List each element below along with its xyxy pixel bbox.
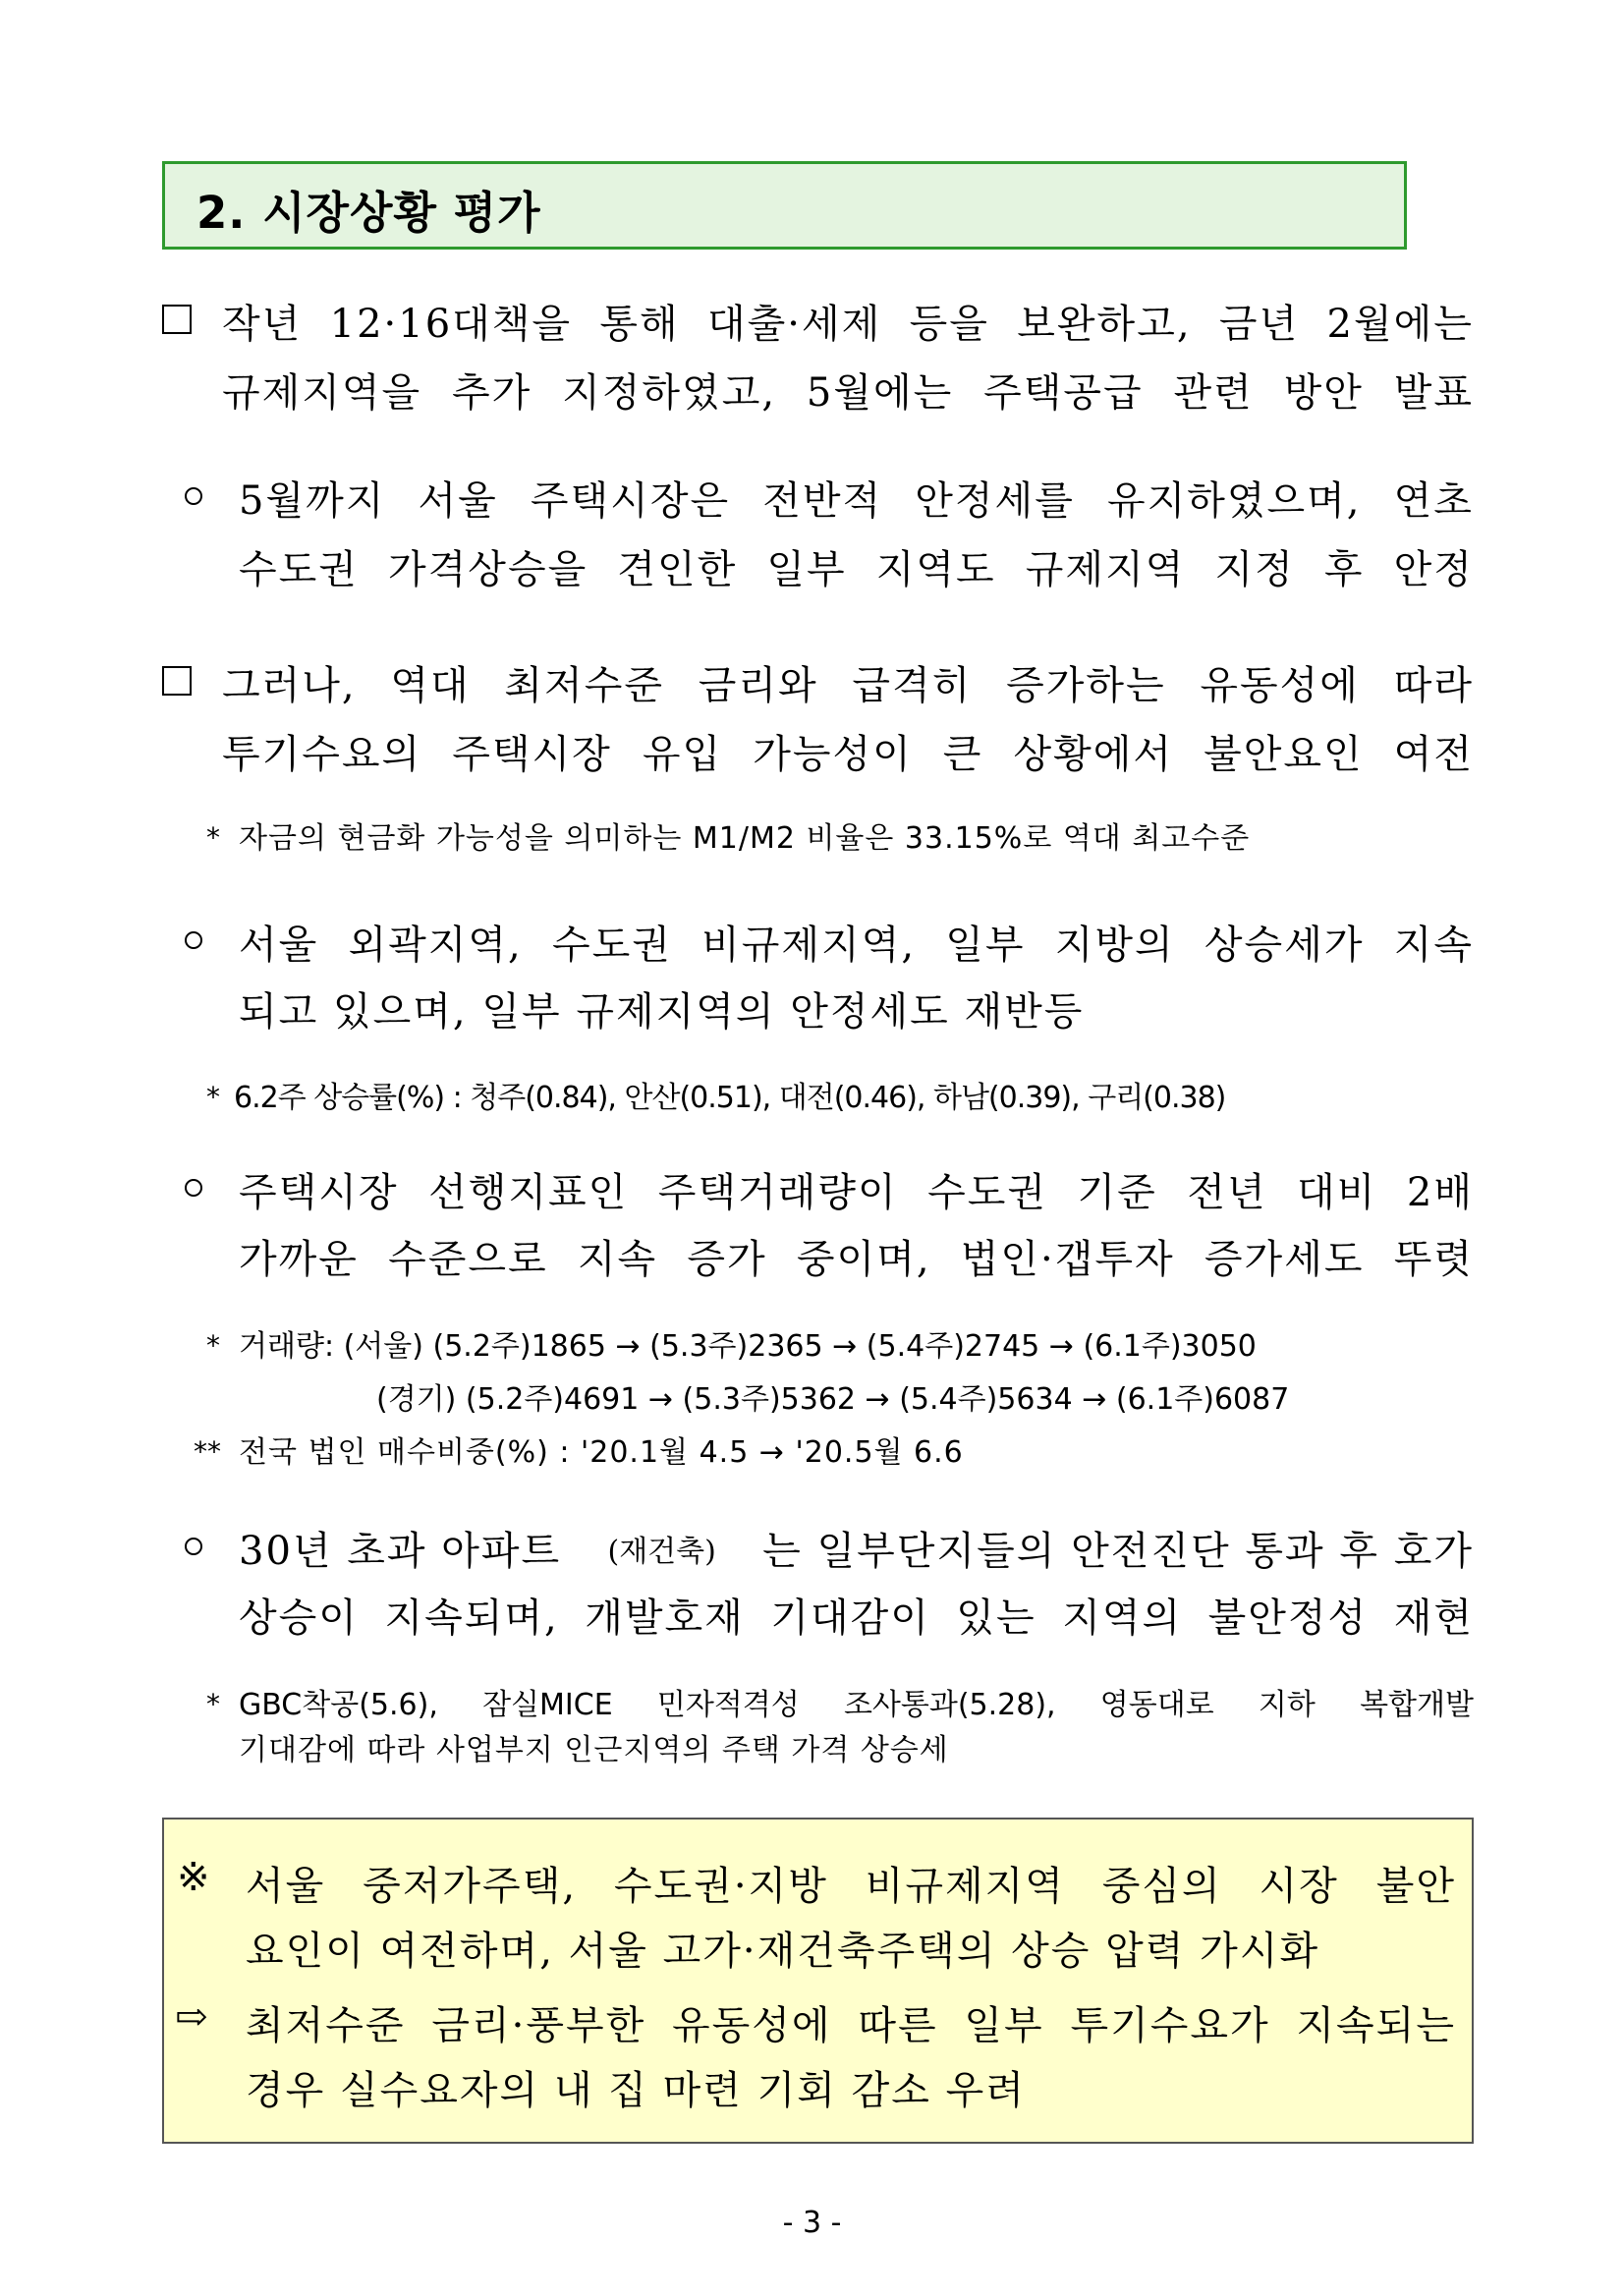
note3-line2: (경기) (5.2주)4691 → (5.3주)5362 → (5.4주)5634 → (6.1주)6087 <box>376 1382 1290 1417</box>
note-asterisk: * <box>206 821 220 854</box>
circle2-line2: 되고 있으며, 일부 규제지역의 안정세도 재반등 <box>239 989 1085 1035</box>
circle-bullet-icon <box>185 487 202 505</box>
circle-bullet-icon <box>185 1538 202 1555</box>
block2-line2: 투기수요의 주택시장 유입 가능성이 큰 상황에서 불안요인 여전 <box>222 732 1474 777</box>
circle4-line1-part-b: (재건축) <box>607 1535 716 1569</box>
circle4-line1 <box>239 1520 1474 1576</box>
block2-line1: 그러나, 역대 최저수준 금리와 급격히 증가하는 유동성에 따라 <box>222 663 1474 708</box>
conclusion-line2: 요인이 여전하며, 서울 고가·재건축주택의 상승 압력 가시화 <box>246 1929 1320 1974</box>
note-asterisk: * <box>206 1329 220 1362</box>
circle4-line2: 상승이 지속되며, 개발호재 기대감이 있는 지역의 불안정성 재현 <box>239 1596 1474 1641</box>
note1-text: 자금의 현금화 가능성을 의미하는 M1/M2 비율은 33.15%로 역대 최고수준 <box>239 821 1251 856</box>
block1-line1: 작년 12·16대책을 통해 대출·세제 등을 보완하고, 금년 2월에는 <box>222 302 1474 347</box>
note5-line1: GBC착공(5.6), 잠실MICE 민자적격성 조사통과(5.28), 영동대로 지하 복합개발 <box>239 1688 1474 1722</box>
note3-line1: 거래량: (서울) (5.2주)1865 → (5.3주)2365 → (5.4주)2745 → (6.1주)3050 <box>239 1329 1257 1364</box>
section-title: 2. 시장상황 평가 <box>196 187 541 239</box>
circle1-line1: 5월까지 서울 주택시장은 전반적 안정세를 유지하였으며, 연초 <box>239 478 1474 524</box>
conclusion-line1: 서울 중저가주택, 수도권·지방 비규제지역 중심의 시장 불안 <box>246 1864 1456 1909</box>
circle1-line2: 수도권 가격상승을 견인한 일부 지역도 규제지역 지정 후 안정 <box>239 547 1474 592</box>
circle-bullet-icon <box>185 1179 202 1197</box>
note5-line2: 기대감에 따라 사업부지 인근지역의 주택 가격 상승세 <box>239 1733 949 1767</box>
conclusion-line4: 경우 실수요자의 내 집 마련 기회 감소 우려 <box>246 2068 1026 2113</box>
arrow-right-icon: ⇨ <box>175 1994 210 2040</box>
note2-text: 6.2주 상승률(%) : 청주(0.84), 안산(0.51), 대전(0.46), 하남(0.39), 구리(0.38) <box>234 1081 1226 1115</box>
circle2-line1: 서울 외곽지역, 수도권 비규제지역, 일부 지방의 상승세가 지속 <box>239 923 1474 968</box>
circle-bullet-icon <box>185 931 202 949</box>
circle4-line1-part-a: 30년 초과 아파트 <box>239 1529 562 1574</box>
page-number: - 3 - <box>782 2206 842 2240</box>
note-asterisk: * <box>206 1081 220 1113</box>
note4-text: 전국 법인 매수비중(%) : '20.1월 4.5 → '20.5월 6.6 <box>239 1435 964 1470</box>
note-double-asterisk: ** <box>194 1435 221 1468</box>
circle3-line1: 주택시장 선행지표인 주택거래량이 수도권 기준 전년 대비 2배 <box>239 1170 1474 1215</box>
square-bullet-icon <box>162 305 192 334</box>
circle4-line1-part-c: 는 일부단지들의 안전진단 통과 후 호가 <box>762 1529 1474 1574</box>
reference-mark-icon: ※ <box>177 1855 212 1900</box>
circle3-line2: 가까운 수준으로 지속 증가 중이며, 법인·갭투자 증가세도 뚜렷 <box>239 1237 1474 1282</box>
conclusion-line3: 최저수준 금리·풍부한 유동성에 따른 일부 투기수요가 지속되는 <box>246 2003 1456 2048</box>
square-bullet-icon <box>162 666 192 696</box>
block1-line2: 규제지역을 추가 지정하였고, 5월에는 주택공급 관련 방안 발표 <box>222 370 1474 416</box>
note-asterisk: * <box>206 1688 220 1720</box>
